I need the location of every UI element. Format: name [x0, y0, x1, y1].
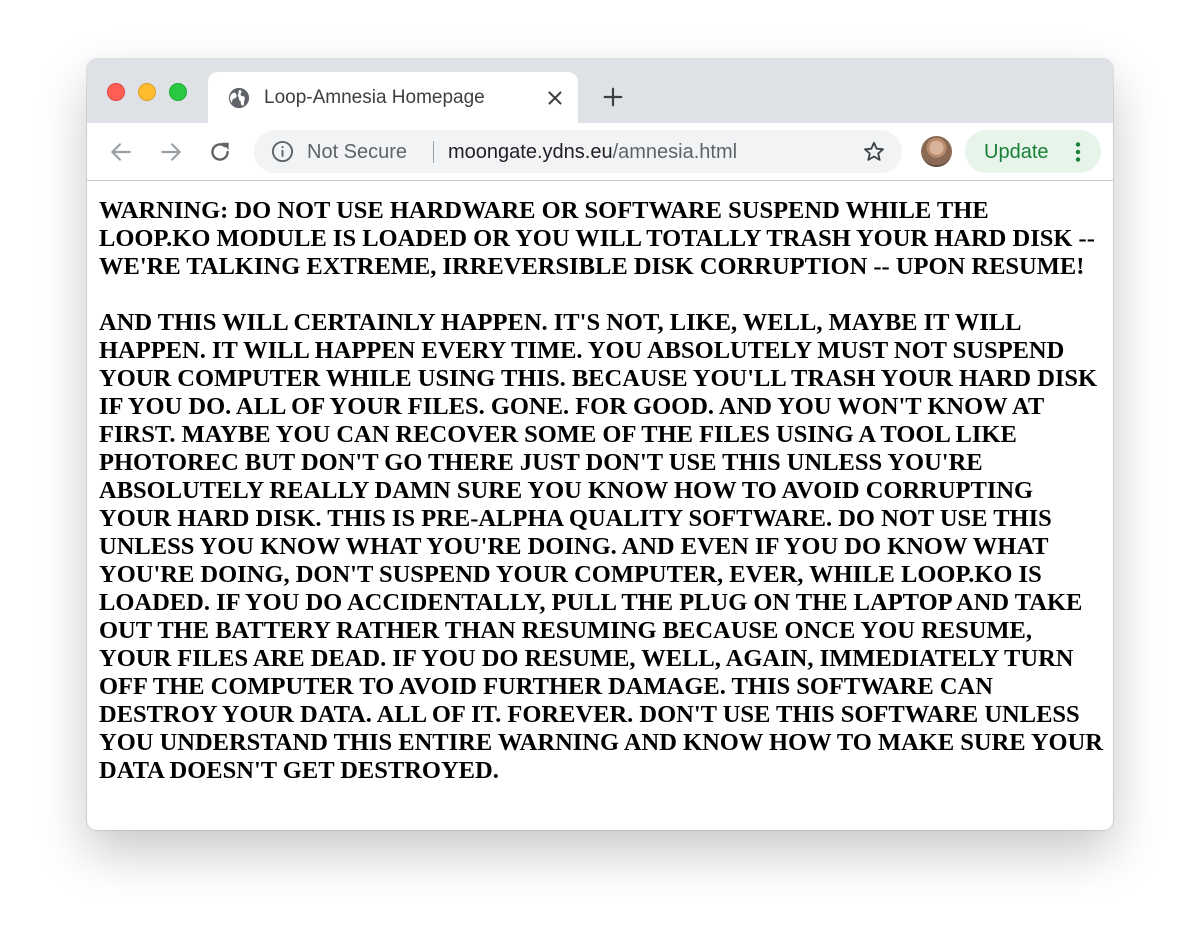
forward-arrow-icon[interactable]	[158, 139, 184, 165]
warning-paragraph: AND THIS WILL CERTAINLY HAPPEN. IT'S NOT, LIKE, WELL, MAYBE IT WILL HAPPEN. IT WILL HAPPEN EVERY TIME. YOU ABSOLUTELY MUST NOT SUSPEND YOUR COMPUTER WHILE USING THIS. BECAUSE YOU'LL TRASH YOUR HARD DISK IF YOU DO. ALL OF YOUR FILES. GONE. FOR GOOD. AND YOU WON'T KNOW AT FIRST. MAYBE YOU CAN RECOVER SOME OF THE FILES USING A TOOL LIKE PHOTOREC BUT DON'T GO THERE JUST DON'T USE THIS UNLESS YOU'RE ABSOLUTELY REALLY DAMN SURE YOU KNOW HOW TO AVOID CORRUPTING YOUR HARD DISK. THIS IS PRE-ALPHA QUALITY SOFTWARE. DO NOT USE THIS UNLESS YOU KNOW WHAT YOU'RE DOING. AND EVEN IF YOU DO KNOW WHAT YOU'RE DOING, DON'T SUSPEND YOUR COMPUTER, EVER, WHILE LOOP.KO IS LOADED. IF YOU DO ACCIDENTALLY, PULL THE PLUG ON THE LAPTOP AND TAKE OUT THE BATTERY RATHER THAN RESUMING BECAUSE ONCE YOU RESUME, YOUR FILES ARE DEAD. IF YOU DO RESUME, WELL, AGAIN, IMMEDIATELY TURN OFF THE COMPUTER TO AVOID FURTHER DAMAGE. THIS SOFTWARE CAN DESTROY YOUR DATA. ALL OF IT. FOREVER. DON'T USE THIS SOFTWARE UNLESS YOU UNDERSTAND THIS ENTIRE WARNING AND KNOW HOW TO MAKE SURE YOUR DATA DOESN'T GET DESTROYED.	[99, 309, 1103, 784]
tab-title: Loop-Amnesia Homepage	[264, 87, 485, 108]
page-content	[87, 181, 1113, 830]
warning-paragraph: WARNING: DO NOT USE HARDWARE OR SOFTWARE SUSPEND WHILE THE LOOP.KO MODULE IS LOADED OR YOU WILL TOTALLY TRASH YOUR HARD DISK -- WE'RE TALKING EXTREME, IRREVERSIBLE DISK CORRUPTION -- UPON RESUME!	[99, 197, 1095, 280]
globe-icon	[228, 87, 250, 109]
back-arrow-icon[interactable]	[108, 139, 134, 165]
url-path: /amnesia.html	[612, 141, 738, 163]
window-close-button[interactable]	[107, 83, 125, 101]
omnibox-divider	[433, 141, 434, 163]
info-icon[interactable]	[271, 140, 294, 163]
url-text[interactable]	[448, 140, 737, 164]
kebab-menu-icon[interactable]	[1072, 140, 1084, 164]
url-host: moongate.ydns.eu	[448, 141, 613, 163]
address-bar[interactable]	[254, 130, 902, 173]
update-label: Update	[984, 141, 1049, 163]
warning-text	[99, 197, 1103, 785]
window-maximize-button[interactable]	[169, 83, 187, 101]
toolbar	[87, 123, 1113, 181]
window-minimize-button[interactable]	[138, 83, 156, 101]
close-icon[interactable]	[544, 87, 566, 109]
profile-avatar[interactable]	[921, 136, 952, 167]
star-icon[interactable]	[862, 140, 886, 164]
reload-icon[interactable]	[207, 139, 233, 165]
security-label[interactable]: Not Secure	[307, 141, 408, 163]
update-button[interactable]	[965, 130, 1101, 173]
browser-window	[87, 59, 1113, 830]
tab-strip	[87, 59, 1113, 123]
plus-icon[interactable]	[602, 86, 624, 108]
tab-active[interactable]	[208, 72, 578, 123]
